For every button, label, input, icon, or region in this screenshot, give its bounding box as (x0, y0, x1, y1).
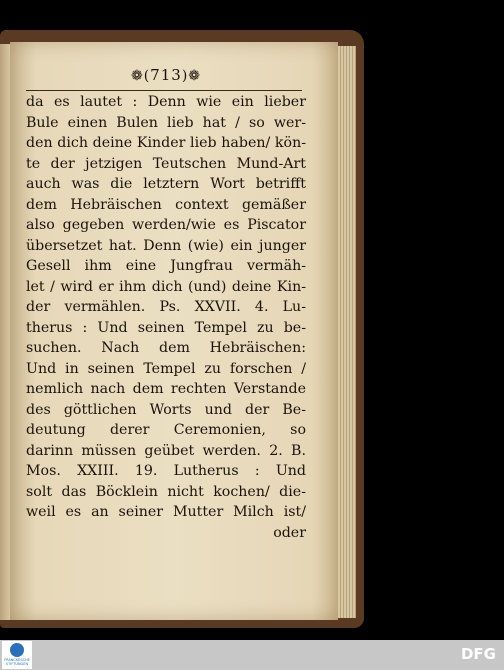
header-ornament-right: )❁ (181, 68, 202, 84)
page-edges (338, 46, 356, 618)
dfg-logo[interactable]: DFG (460, 645, 496, 663)
text-line: therus : Und seinen Tempel zu be- (26, 319, 306, 336)
text-line: let / wird er ihm dich (und) deine Kin- (26, 278, 306, 295)
text-line: suchen. Nach dem Hebräischen: (26, 340, 306, 356)
text-line: übersetzet hat. Denn (wie) ein junger (26, 237, 306, 254)
text-line: den dich deine Kinder lieb haben/ kön- (26, 135, 306, 151)
text-line: da es lautet : Denn wie ein lieber (26, 94, 306, 110)
logo-emblem-icon (10, 643, 24, 657)
library-logo[interactable] (2, 641, 32, 669)
text-line: Mos. XXIII. 19. Lutherus : Und (26, 463, 306, 479)
text-line: der vermählen. Ps. XXVII. 4. Lu- (26, 299, 306, 315)
header-ornament-left: ❁( (130, 68, 151, 84)
logo-text: FRANCKESCHE STIFTUNGEN (4, 658, 30, 666)
text-line: deutung derer Ceremonien, so (26, 422, 306, 438)
text-line: solt das Böcklein nicht kochen/ die- (26, 483, 306, 500)
catchword: oder (273, 524, 306, 541)
viewer-footer-bar (0, 640, 504, 670)
text-line: dem Hebräischen context gemäßer (26, 196, 306, 213)
text-line: des göttlichen Worts und der Be- (26, 401, 306, 418)
text-line: weil es an seiner Mutter Milch ist/ (26, 504, 306, 520)
text-line: Gesell ihm eine Jungfrau vermäh- (26, 258, 306, 274)
body-text (26, 92, 306, 543)
text-line: te der jetzigen Teutschen Mund-Art (26, 155, 306, 172)
text-line: Bule einen Bulen lieb hat / so wer- (26, 114, 306, 131)
facing-page-edge (0, 44, 10, 620)
page-number: 713 (150, 66, 182, 84)
text-line: also gegeben werden/wie es Piscator (26, 217, 306, 233)
text-line: Und in seinen Tempel zu forschen / (26, 360, 306, 377)
page-header (118, 66, 214, 84)
text-line: auch was die letztern Wort betrifft (26, 176, 306, 192)
text-line: darinn müssen geübet werden. 2. B. (26, 442, 306, 459)
header-rule (26, 90, 302, 91)
text-line: nemlich nach dem rechten Verstande (26, 381, 306, 397)
